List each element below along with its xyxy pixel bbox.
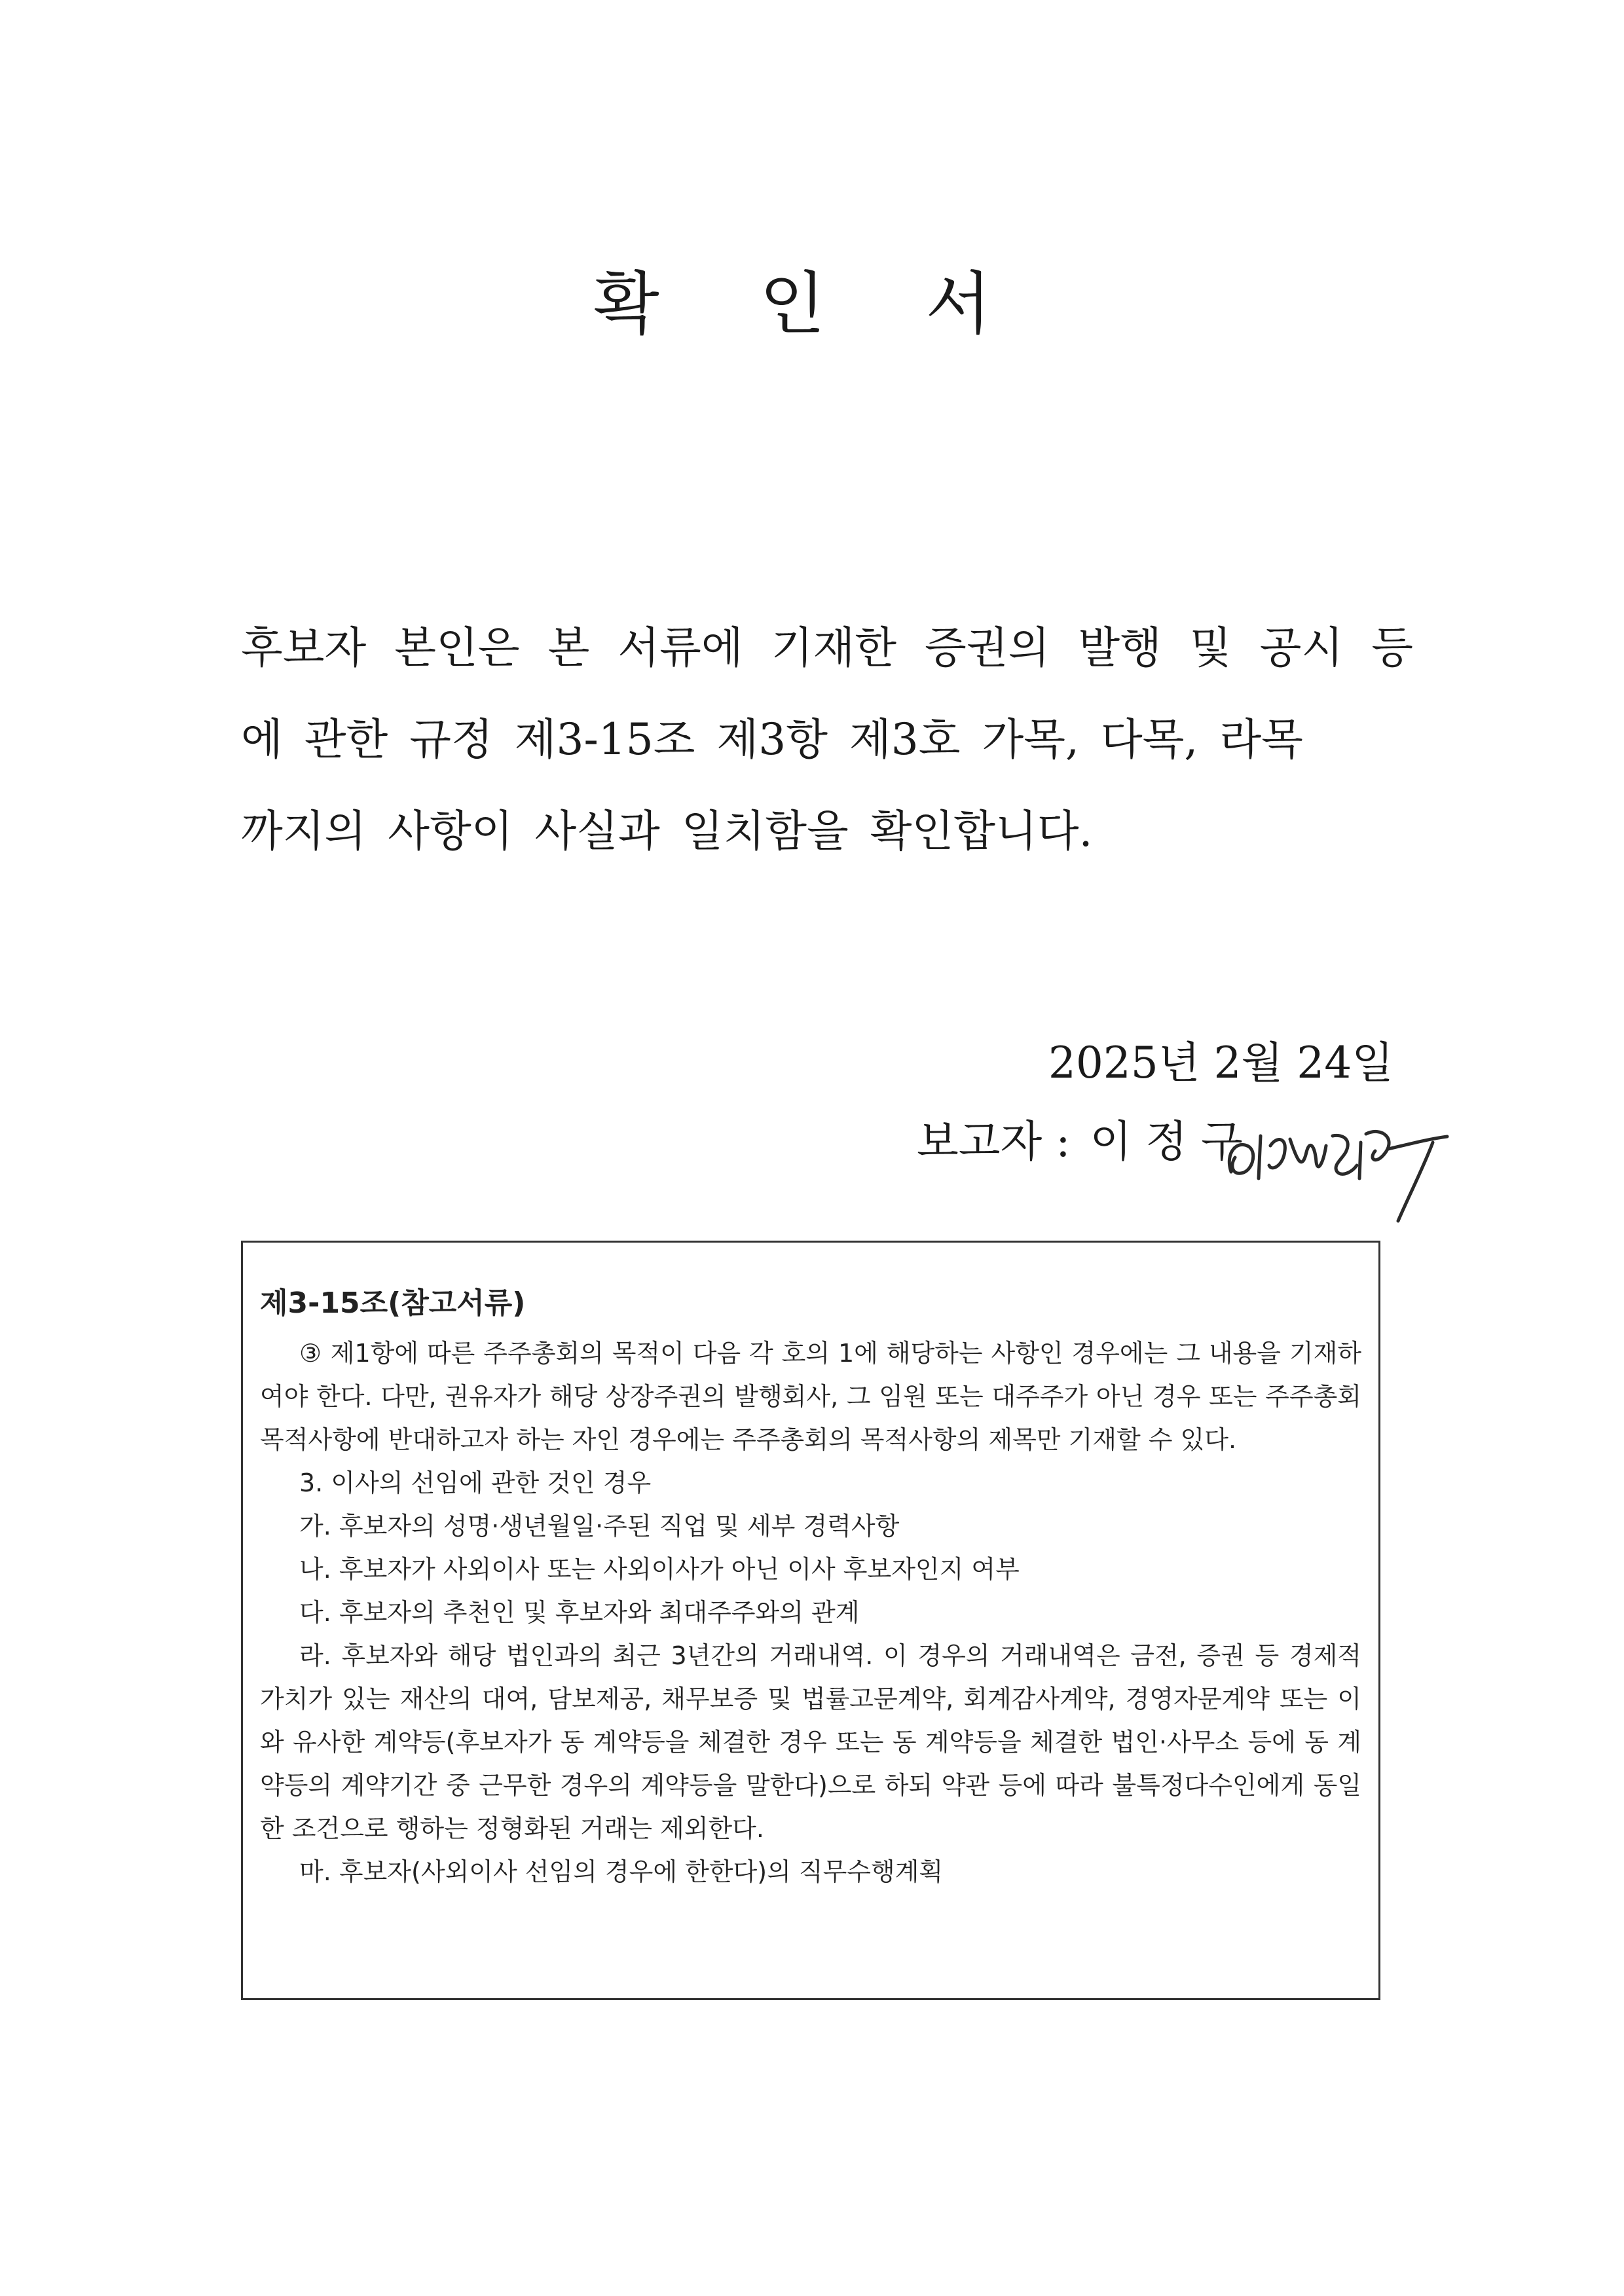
- handwritten-signature: [1211, 1074, 1473, 1231]
- reference-regulation-box: [241, 1241, 1380, 2000]
- reference-heading: 제3-15조(참고서류): [260, 1286, 526, 1320]
- statement-line: 후보자 본인은 본 서류에 기재한 증권의 발행 및 공시 등: [241, 623, 1413, 673]
- reference-item: 3. 이사의 선임에 관한 것인 경우: [299, 1468, 652, 1497]
- reference-item: 가. 후보자의 성명·생년월일·주된 직업 및 세부 경력사항: [299, 1512, 900, 1540]
- document-date: 2025년 2월 24일: [1048, 1038, 1393, 1088]
- reporter-line: [917, 1106, 1243, 1169]
- statement-line: 에 관한 규정 제3-15조 제3항 제3호 가목, 다목, 라목: [241, 714, 1303, 765]
- reference-item: 라. 후보자와 해당 법인과의 최근 3년간의 거래내역. 이 경우의 거래내역은 금전, 증권 등 경제적 가치가 있는 재산의 대여, 담보제공, 채무보증 및 법률고문계약, 회계감사계약, 경영자문계약 또는 이와 유사한 계약등(후보자가 동 계약등을 체결한 경우 또는 동 계약등을 체결한 법인·사무소 등에 동 계약등의 계약기간 중 근무한 경우의 계약등을 말한다)으로 하되 약관 등에 따라 불특정다수인에게 동일한 조건으로 행하는 정형화된 거래는 제외한다.: [260, 1641, 1361, 1843]
- confirmation-statement: [241, 602, 1413, 877]
- reference-paragraph: ③ 제1항에 따른 주주총회의 목적이 다음 각 호의 1에 해당하는 사항인 경우에는 그 내용을 기재하여야 한다. 다만, 권유자가 해당 상장주권의 발행회사, 그 임원 또는 대주주가 아닌 경우 또는 주주총회 목적사항에 반대하고자 하는 자인 경우에는 주주총회의 목적사항의 제목만 기재할 수 있다.: [260, 1339, 1361, 1454]
- reference-item: 나. 후보자가 사외이사 또는 사외이사가 아닌 이사 후보자인지 여부: [299, 1555, 1020, 1584]
- reference-item: 마. 후보자(사외이사 선임의 경우에 한한다)의 직무수행계획: [299, 1857, 944, 1886]
- document-title: 확 인 서: [593, 264, 1031, 344]
- statement-line: 까지의 사항이 사실과 일치함을 확인합니다.: [241, 806, 1093, 856]
- reporter-name: 이 정 구: [1090, 1116, 1243, 1167]
- reporter-label: 보고자 :: [917, 1116, 1071, 1167]
- reference-item: 다. 후보자의 추천인 및 후보자와 최대주주와의 관계: [299, 1598, 860, 1627]
